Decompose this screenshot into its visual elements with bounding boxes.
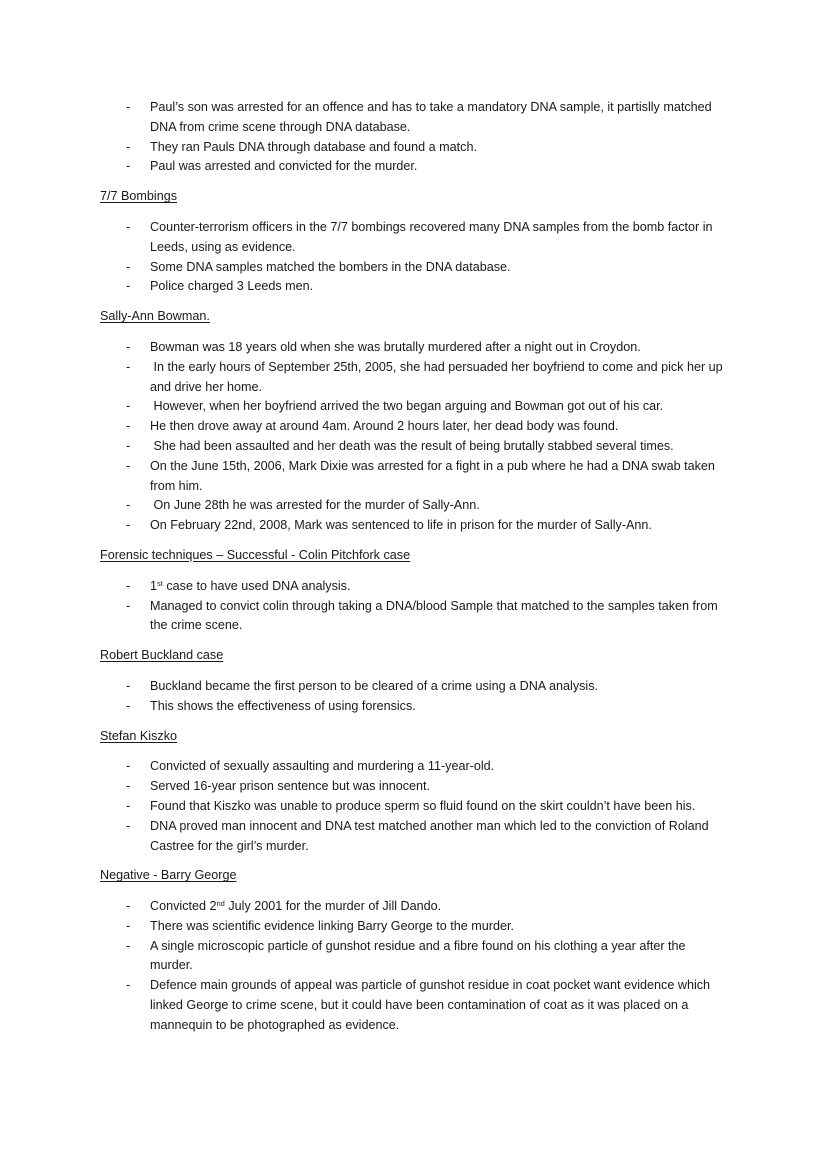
list-item <box>100 777 730 797</box>
document-section <box>100 307 730 536</box>
list-item-text: Defence main grounds of appeal was particle of gunshot residue in coat pocket want evidence which linked George to crime scene, but it could have been contamination of coat as it was placed on a mannequin to be photographed as evidence. <box>150 978 714 1032</box>
list-item <box>100 157 730 177</box>
list-item <box>100 757 730 777</box>
section-heading: Sally-Ann Bowman. <box>100 309 210 324</box>
list-item-text: There was scientific evidence linking Barry George to the murder. <box>150 918 514 933</box>
section-heading: 7/7 Bombings <box>100 189 178 204</box>
list-item <box>100 897 730 917</box>
bullet-dash: - <box>126 678 131 693</box>
list-item <box>100 218 730 258</box>
list-item-text: In the early hours of September 25th, 2005, she had persuaded her boyfriend to come and pick her up and drive her home. <box>150 359 727 394</box>
bullet-dash: - <box>126 458 131 473</box>
list-item <box>100 797 730 817</box>
document-section <box>100 98 730 177</box>
section-heading: Negative - Barry George <box>100 868 237 883</box>
bullet-dash: - <box>126 918 131 933</box>
document-page <box>100 98 730 1036</box>
bullet-dash: - <box>126 978 131 993</box>
bullet-dash: - <box>126 219 131 234</box>
bullet-list <box>100 677 730 717</box>
list-item <box>100 397 730 417</box>
list-item-text-pre: Convicted 2 <box>150 899 217 914</box>
list-item-text-pre: 1 <box>150 578 158 593</box>
list-item <box>100 358 730 398</box>
list-item-text: Managed to convict colin through taking a DNA/blood Sample that matched to the samples taken from the crime scene. <box>150 598 722 633</box>
list-item <box>100 138 730 158</box>
ordinal-suffix: st <box>157 578 163 588</box>
list-item-text: Served 16-year prison sentence but was innocent. <box>150 779 431 794</box>
document-section <box>100 727 730 857</box>
list-item <box>100 338 730 358</box>
bullet-dash: - <box>126 279 131 294</box>
bullet-dash: - <box>126 598 131 613</box>
list-item <box>100 457 730 497</box>
bullet-dash: - <box>126 139 131 154</box>
list-item-text: However, when her boyfriend arrived the two began arguing and Bowman got out of his car. <box>150 399 664 414</box>
list-item <box>100 937 730 977</box>
list-item <box>100 98 730 138</box>
bullet-dash: - <box>126 698 131 713</box>
bullet-dash: - <box>126 339 131 354</box>
bullet-list <box>100 98 730 177</box>
list-item <box>100 417 730 437</box>
list-item-text: Buckland became the first person to be cleared of a crime using a DNA analysis. <box>150 678 599 693</box>
bullet-dash: - <box>126 259 131 274</box>
section-heading: Forensic techniques – Successful - Colin Pitchfork case <box>100 547 411 562</box>
list-item-text: Counter-terrorism officers in the 7/7 bombings recovered many DNA samples from the bomb factor in Leeds, using as evidence. <box>150 219 717 254</box>
bullet-list <box>100 218 730 297</box>
list-item-text: DNA proved man innocent and DNA test matched another man which led to the conviction of Roland Castree for the girl’s murder. <box>150 818 713 853</box>
list-item <box>100 976 730 1035</box>
bullet-dash: - <box>126 438 131 453</box>
bullet-list <box>100 897 730 1036</box>
bullet-dash: - <box>126 399 131 414</box>
list-item <box>100 496 730 516</box>
ordinal-suffix: nd <box>216 899 225 909</box>
list-item-text: He then drove away at around 4am. Around 2 hours later, her dead body was found. <box>150 419 619 434</box>
section-heading: Stefan Kiszko <box>100 728 178 743</box>
list-item <box>100 697 730 717</box>
bullet-dash: - <box>126 798 131 813</box>
list-item-text: Bowman was 18 years old when she was brutally murdered after a night out in Croydon. <box>150 339 641 354</box>
bullet-dash: - <box>126 759 131 774</box>
list-item-text: Some DNA samples matched the bombers in the DNA database. <box>150 259 511 274</box>
bullet-dash: - <box>126 359 131 374</box>
list-item-text: Paul’s son was arrested for an offence and has to take a mandatory DNA sample, it partislly matched DNA from crime scene through DNA database. <box>150 100 716 134</box>
list-item-text-post: July 2001 for the murder of Jill Dando. <box>224 899 442 914</box>
bullet-list <box>100 577 730 636</box>
list-item <box>100 516 730 536</box>
list-item-text-post: case to have used DNA analysis. <box>162 578 351 593</box>
bullet-dash: - <box>126 899 131 914</box>
bullet-dash: - <box>126 779 131 794</box>
list-item <box>100 258 730 278</box>
section-heading: Robert Buckland case <box>100 648 224 663</box>
list-item <box>100 437 730 457</box>
document-section <box>100 546 730 636</box>
list-item-text: On June 28th he was arrested for the murder of Sally-Ann. <box>150 498 480 513</box>
document-section <box>100 187 730 297</box>
list-item-text: This shows the effectiveness of using forensics. <box>150 698 416 713</box>
list-item <box>100 817 730 857</box>
list-item-text: Paul was arrested and convicted for the murder. <box>150 159 418 174</box>
list-item <box>100 677 730 697</box>
list-item <box>100 917 730 937</box>
list-item-text: A single microscopic particle of gunshot residue and a fibre found on his clothing a year after the murder. <box>150 938 690 973</box>
list-item <box>100 277 730 297</box>
document-section <box>100 646 730 716</box>
bullet-dash: - <box>126 159 131 174</box>
list-item-text: She had been assaulted and her death was the result of being brutally stabbed several times. <box>150 438 674 453</box>
list-item-text: They ran Pauls DNA through database and found a match. <box>150 139 477 154</box>
bullet-dash: - <box>126 818 131 833</box>
bullet-dash: - <box>126 498 131 513</box>
list-item <box>100 577 730 597</box>
bullet-dash: - <box>126 578 131 593</box>
bullet-list <box>100 338 730 536</box>
list-item-text: On February 22nd, 2008, Mark was sentenced to life in prison for the murder of Sally-Ann. <box>150 518 652 533</box>
bullet-dash: - <box>126 938 131 953</box>
list-item-text: Convicted of sexually assaulting and murdering a 11-year-old. <box>150 759 495 774</box>
bullet-dash: - <box>126 100 131 114</box>
document-section <box>100 866 730 1035</box>
bullet-dash: - <box>126 518 131 533</box>
list-item-text: On the June 15th, 2006, Mark Dixie was arrested for a fight in a pub where he had a DNA swab taken from him. <box>150 458 719 493</box>
bullet-list <box>100 757 730 856</box>
bullet-dash: - <box>126 419 131 434</box>
list-item <box>100 597 730 637</box>
list-item-text: Found that Kiszko was unable to produce sperm so fluid found on the skirt couldn’t have been his. <box>150 798 696 813</box>
list-item-text: Police charged 3 Leeds men. <box>150 279 314 294</box>
